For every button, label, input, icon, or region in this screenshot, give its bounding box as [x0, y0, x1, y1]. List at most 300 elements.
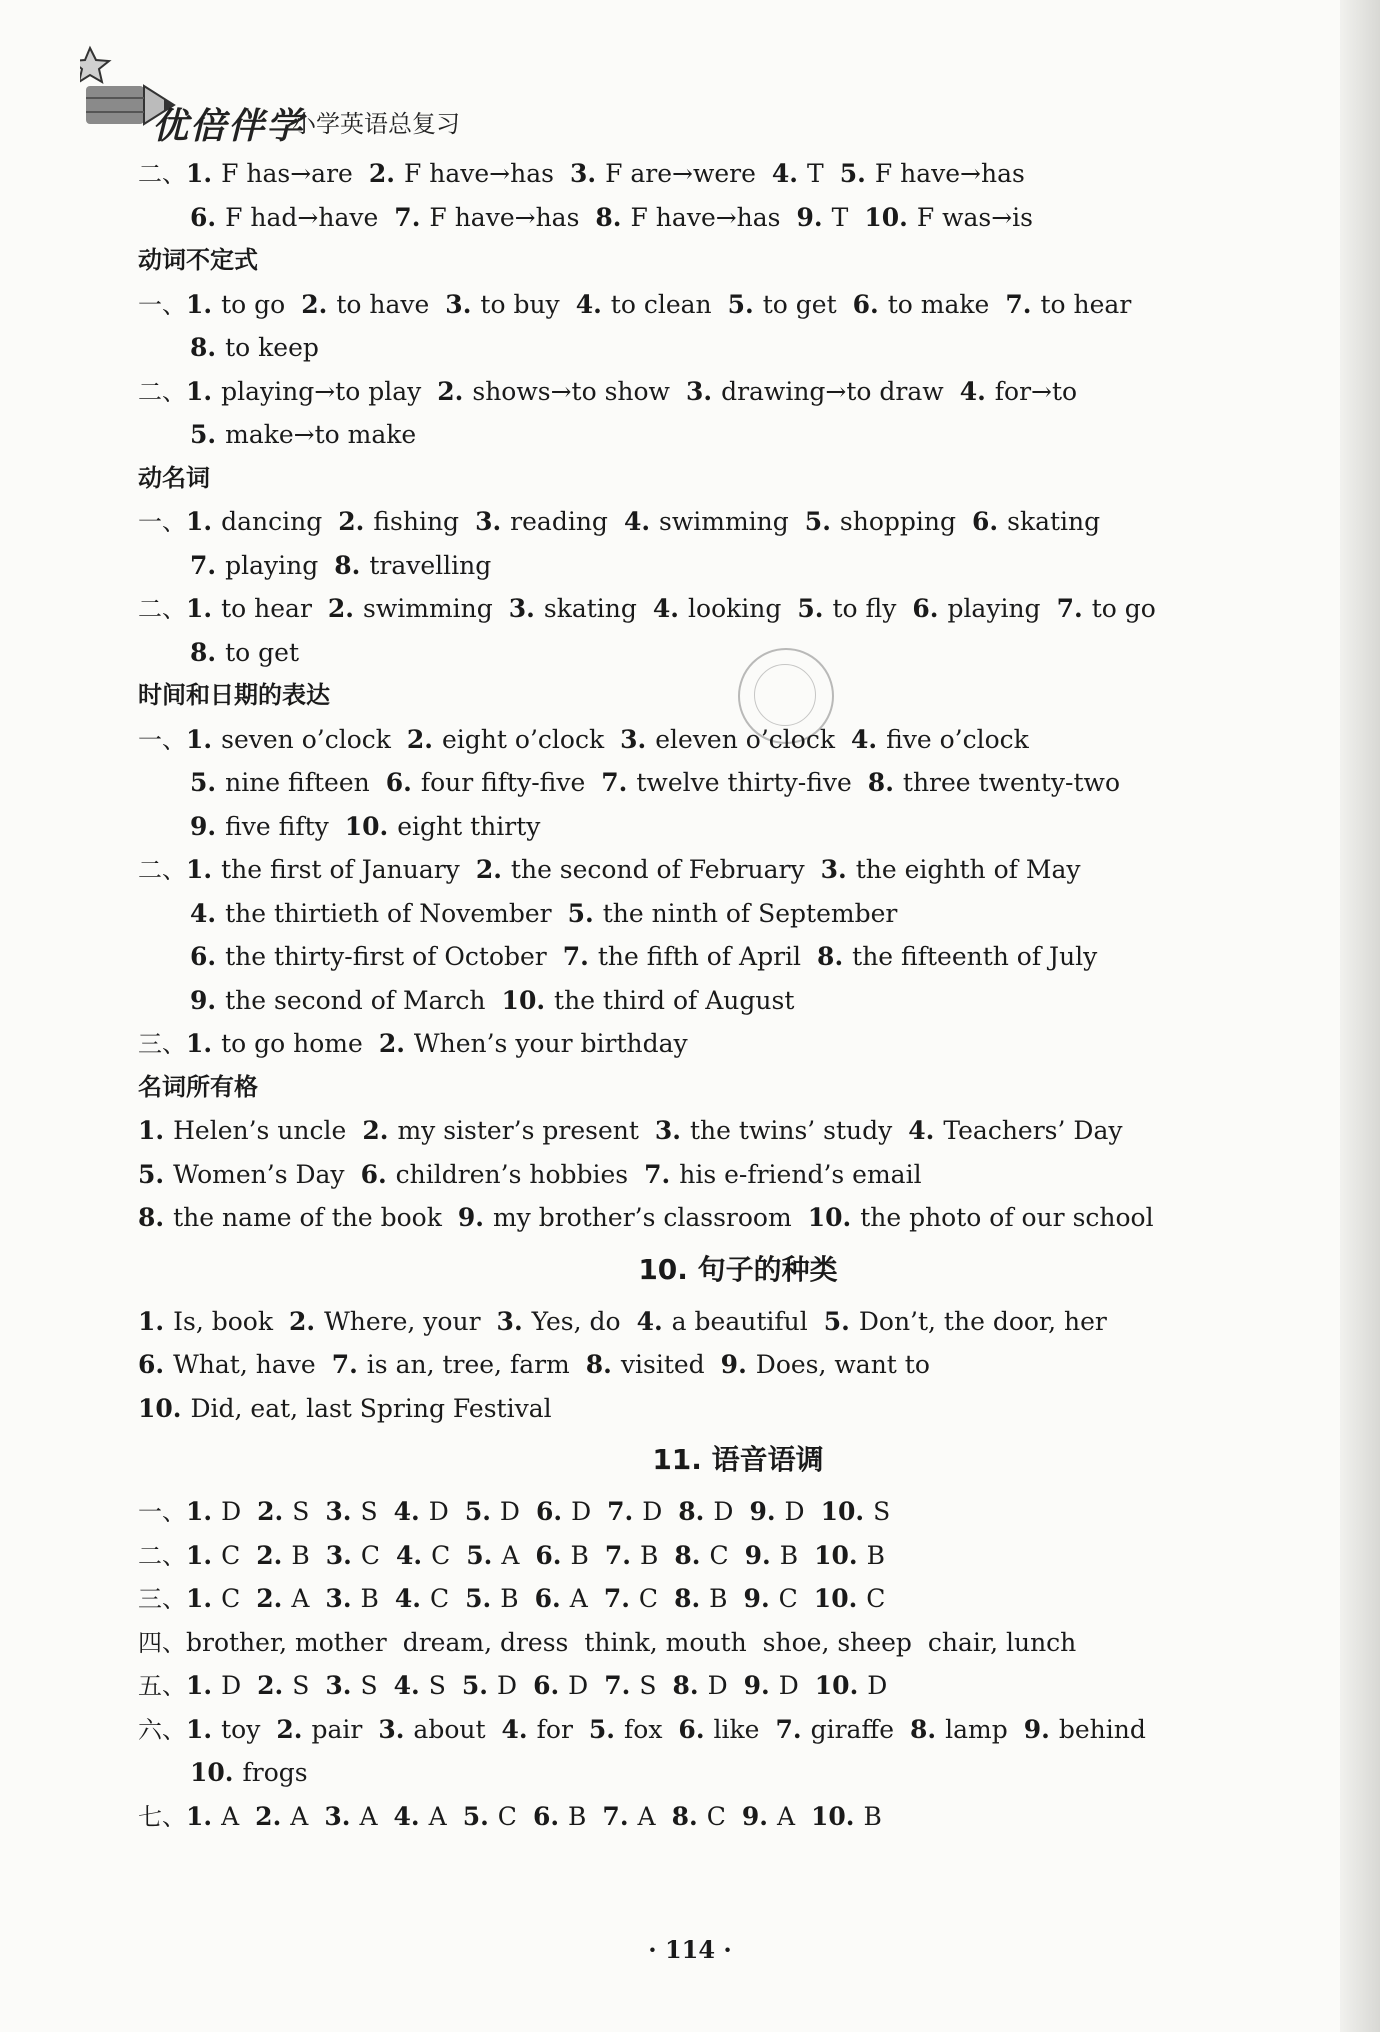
answer-text: B	[779, 1540, 799, 1570]
answer-line	[138, 544, 1338, 588]
answer-item	[533, 1802, 586, 1831]
answer-number: 4.	[501, 1714, 528, 1744]
answer-text: his e-friend’s email	[679, 1159, 922, 1189]
answer-item	[138, 1203, 442, 1232]
answer-item	[326, 1541, 380, 1570]
answer-line	[138, 718, 1338, 762]
answer-item	[821, 1497, 891, 1526]
answer-text: C	[431, 1540, 451, 1570]
answer-item	[328, 594, 493, 623]
answer-item	[815, 1671, 888, 1700]
answer-item	[908, 1116, 1122, 1145]
answer-number: 8.	[817, 942, 844, 971]
answer-text: B	[863, 1801, 882, 1831]
answer-number: 4.	[636, 1306, 663, 1336]
answer-item	[362, 1116, 639, 1145]
question-group-number: 二、	[138, 1541, 186, 1570]
answer-number: 6.	[533, 1671, 560, 1700]
answer-text: C	[706, 1801, 726, 1831]
answer-number: 10.	[813, 1584, 858, 1613]
answer-text: A	[776, 1801, 796, 1831]
answer-text: Yes, do	[531, 1306, 621, 1336]
answer-text: C	[360, 1540, 380, 1570]
answer-number: 9.	[743, 1584, 770, 1613]
answer-number: 6.	[532, 1801, 560, 1831]
answer-content	[138, 152, 1338, 1838]
answer-item	[589, 1715, 663, 1744]
answer-line	[138, 631, 1338, 675]
answer-item	[742, 1802, 795, 1831]
answer-item	[744, 1671, 799, 1700]
answer-item	[369, 159, 554, 188]
answer-text: a beautiful	[671, 1306, 808, 1336]
answer-item	[186, 1671, 241, 1700]
answer-number: 2.	[368, 159, 395, 188]
answer-number: 9.	[743, 1671, 770, 1700]
answer-text: C	[638, 1584, 659, 1613]
answer-text: B	[640, 1540, 659, 1570]
answer-number: 4.	[908, 1116, 935, 1145]
answer-number: 6.	[535, 1540, 562, 1570]
answer-item	[190, 812, 329, 841]
subsection-heading: 时间和日期的表达	[138, 681, 330, 709]
answer-text: D	[568, 1671, 589, 1700]
answer-item	[190, 986, 486, 1015]
answer-text: B	[568, 1801, 587, 1831]
answer-text: T	[807, 159, 824, 188]
answer-item	[851, 725, 1029, 754]
answer-text: four fifty-five	[420, 768, 586, 797]
answer-number: 4.	[959, 376, 986, 406]
answer-item	[190, 420, 416, 449]
answer-item	[186, 1802, 239, 1831]
answer-text: A	[569, 1584, 588, 1613]
answer-number: 9.	[190, 985, 217, 1015]
answer-item	[674, 1541, 728, 1570]
answer-number: 8.	[190, 333, 217, 362]
answer-number: 2.	[257, 1497, 284, 1526]
answer-text: B	[500, 1584, 519, 1613]
answer-text: A	[221, 1801, 240, 1831]
answer-item	[586, 1350, 705, 1379]
question-group-number: 一、	[138, 725, 186, 754]
answer-item	[821, 855, 1081, 884]
answer-line	[138, 1577, 1338, 1621]
answer-text: to go	[221, 289, 286, 319]
answer-text: Where, your	[324, 1306, 481, 1336]
answer-line	[138, 1343, 1338, 1387]
answer-item	[912, 594, 1040, 623]
answer-number: 6.	[912, 594, 939, 623]
answer-item	[570, 159, 756, 188]
answer-text: make→to make	[225, 420, 417, 449]
answer-item	[772, 159, 824, 188]
answer-item	[604, 1584, 658, 1613]
answer-item	[624, 507, 789, 536]
answer-text: C	[709, 1540, 729, 1570]
answer-text: A	[428, 1801, 447, 1831]
answer-text: Don’t, the door, her	[858, 1306, 1107, 1336]
answer-number: 6.	[678, 1714, 705, 1744]
answer-text: frogs	[242, 1758, 308, 1787]
answer-text: shows→to show	[472, 376, 670, 406]
answer-item	[186, 1715, 260, 1744]
question-group-number: 七、	[138, 1802, 186, 1831]
answer-item	[744, 1584, 798, 1613]
answer-text: D	[713, 1497, 734, 1526]
question-group-number: 一、	[138, 1498, 186, 1526]
question-group-number: 二、	[138, 856, 186, 884]
subsection-heading: 动名词	[138, 463, 210, 492]
answer-item	[334, 551, 491, 580]
answer-line	[138, 326, 1338, 370]
answer-text: C	[430, 1584, 450, 1613]
answer-number: 8.	[672, 1671, 699, 1700]
answer-item	[190, 551, 318, 580]
answer-text: toy	[221, 1714, 261, 1744]
answer-text: the second of March	[225, 985, 486, 1015]
answer-text: D	[707, 1671, 728, 1700]
answer-item	[1005, 290, 1131, 319]
answer-text: F have→has	[630, 202, 781, 232]
answer-number: 5.	[727, 289, 754, 319]
answer-text: like	[713, 1714, 760, 1744]
answer-text: to get	[762, 289, 837, 319]
answer-item	[637, 1307, 808, 1336]
answer-item	[864, 203, 1033, 232]
answer-number: 8.	[138, 1203, 165, 1232]
answer-number: 5.	[190, 420, 217, 449]
answer-number: 2.	[276, 1714, 303, 1744]
answer-text: brother, mother	[186, 1627, 387, 1657]
answer-item	[749, 1497, 804, 1526]
answer-item	[138, 1160, 345, 1189]
answer-text: F have→has	[403, 159, 554, 188]
answer-text: Women’s Day	[173, 1159, 345, 1189]
answer-item	[378, 1715, 485, 1744]
answer-number: 1.	[186, 507, 213, 536]
answer-line	[138, 1621, 1338, 1665]
answer-text: C	[221, 1584, 241, 1613]
answer-text: D	[499, 1497, 520, 1526]
answer-item	[138, 1307, 273, 1336]
answer-item	[728, 290, 837, 319]
answer-item	[605, 1541, 658, 1570]
answer-item	[928, 1628, 1076, 1657]
answer-number: 10.	[138, 1393, 182, 1423]
answer-item	[186, 594, 312, 623]
answer-item	[604, 1671, 656, 1700]
answer-item	[394, 1671, 446, 1700]
question-group-number: 一、	[138, 290, 186, 319]
answer-text: C	[866, 1584, 886, 1613]
answer-number: 1.	[138, 1306, 165, 1336]
answer-line	[138, 1490, 1338, 1534]
answer-number: 4.	[393, 1497, 420, 1526]
answer-text: shoe, sheep	[762, 1627, 912, 1657]
answer-number: 4.	[771, 159, 799, 188]
answer-item	[256, 1584, 309, 1613]
answer-item	[190, 203, 378, 232]
answer-number: 8.	[678, 1497, 705, 1526]
answer-item	[465, 1497, 520, 1526]
answer-item	[811, 1802, 882, 1831]
question-group-number: 三、	[138, 1585, 186, 1613]
answer-text: the first of January	[221, 855, 460, 884]
answer-number: 3.	[569, 159, 597, 188]
answer-number: 1.	[186, 1801, 213, 1831]
answer-number: 8.	[334, 550, 361, 580]
answer-item	[607, 1497, 662, 1526]
answer-item	[186, 1628, 387, 1657]
answer-item	[672, 1671, 727, 1700]
question-group-number: 四、	[138, 1628, 186, 1657]
answer-text: reading	[510, 507, 608, 536]
answer-number: 10.	[820, 1497, 865, 1526]
answer-item	[186, 855, 460, 884]
answer-number: 2.	[378, 1029, 405, 1058]
question-group-number: 六、	[138, 1715, 186, 1744]
answer-item	[394, 1497, 449, 1526]
answer-number: 3.	[508, 594, 535, 623]
answer-line	[138, 413, 1338, 457]
answer-text: lamp	[945, 1714, 1008, 1744]
answer-text: D	[784, 1497, 805, 1526]
answer-text: seven o’clock	[221, 724, 391, 754]
answer-line	[138, 1153, 1338, 1197]
answer-number: 1.	[186, 1584, 213, 1613]
answer-number: 2.	[338, 507, 365, 536]
answer-item	[186, 290, 285, 319]
answer-text: C	[778, 1584, 798, 1613]
answer-item	[186, 159, 353, 188]
answer-text: children’s hobbies	[395, 1159, 629, 1189]
answer-number: 1.	[138, 1116, 165, 1145]
answer-text: is an, tree, farm	[366, 1350, 570, 1379]
answer-item	[395, 1584, 449, 1613]
answer-number: 6.	[852, 289, 879, 319]
answer-number: 8.	[867, 768, 894, 797]
answer-text: Teachers’ Day	[943, 1116, 1123, 1145]
answer-item	[276, 1715, 362, 1744]
answer-item	[644, 1160, 921, 1189]
answer-number: 3.	[654, 1116, 682, 1145]
brand-subtitle: 小学英语总复习	[292, 110, 460, 138]
answer-item	[653, 594, 781, 623]
answer-item	[190, 638, 299, 667]
answer-number: 3.	[685, 376, 713, 406]
answer-item	[332, 1350, 570, 1379]
answer-text: dream, dress	[402, 1627, 569, 1657]
answer-number: 6.	[360, 1159, 387, 1189]
answer-text: to go home	[221, 1029, 363, 1058]
answer-number: 2.	[327, 594, 355, 623]
answer-item	[361, 1160, 629, 1189]
answer-number: 5.	[804, 507, 831, 536]
answer-number: 5.	[588, 1714, 616, 1744]
answer-item	[808, 1203, 1154, 1232]
answer-item	[407, 725, 604, 754]
answer-item	[672, 1802, 726, 1831]
answer-item	[465, 1584, 518, 1613]
answer-number: 1.	[186, 724, 213, 754]
answer-line	[138, 1751, 1338, 1795]
answer-item	[686, 377, 944, 406]
answer-item	[814, 1584, 886, 1613]
answer-number: 7.	[604, 1540, 631, 1570]
answer-text: Helen’s uncle	[173, 1116, 347, 1145]
answer-line	[138, 805, 1338, 849]
answer-number: 1.	[186, 855, 213, 884]
answer-item	[186, 507, 322, 536]
answer-text: D	[221, 1497, 242, 1526]
answer-number: 9.	[457, 1203, 484, 1232]
answer-text: D	[428, 1497, 449, 1526]
answer-number: 1.	[186, 1671, 213, 1700]
answer-number: 5.	[138, 1159, 165, 1189]
answer-line	[138, 1708, 1338, 1752]
answer-number: 5.	[461, 1671, 489, 1700]
answer-text: F have→has	[874, 159, 1025, 188]
answer-text: to get	[225, 637, 299, 667]
answer-item	[601, 768, 852, 797]
answer-text: F had→have	[225, 202, 379, 232]
answer-item	[563, 942, 801, 971]
answer-number: 10.	[864, 202, 908, 232]
answer-text: fox	[624, 1714, 663, 1744]
answer-number: 7.	[1005, 289, 1032, 319]
answer-text: for→to	[994, 376, 1078, 406]
answer-text: to fly	[832, 594, 897, 623]
answer-text: think, mouth	[584, 1627, 747, 1657]
answer-text: F are→were	[605, 159, 756, 188]
answer-text: F have→has	[429, 202, 580, 232]
answer-text: to go	[1091, 594, 1156, 623]
answer-line	[138, 1664, 1338, 1708]
answer-line	[138, 1109, 1338, 1153]
answer-text: giraffe	[810, 1714, 894, 1744]
answer-item	[256, 1541, 309, 1570]
answer-number: 3.	[496, 1306, 523, 1336]
answer-line	[138, 892, 1338, 936]
answer-number: 7.	[394, 202, 421, 232]
answer-number: 5.	[839, 159, 866, 188]
answer-item	[535, 1584, 588, 1613]
answer-number: 10.	[814, 1540, 858, 1570]
answer-number: 7.	[562, 942, 589, 971]
answer-text: S	[360, 1671, 378, 1700]
answer-text: fishing	[373, 507, 460, 536]
answer-number: 2.	[437, 376, 464, 406]
answer-item	[325, 1497, 377, 1526]
question-group-number: 二、	[138, 377, 186, 406]
answer-line	[138, 1795, 1338, 1839]
answer-number: 7.	[331, 1350, 358, 1379]
answer-number: 3.	[325, 1671, 352, 1700]
answer-item	[190, 942, 547, 971]
answer-number: 2.	[257, 1671, 284, 1700]
answer-text: to hear	[1040, 289, 1132, 319]
answer-number: 7.	[602, 1801, 629, 1831]
answer-item	[745, 1541, 798, 1570]
answer-number: 2.	[301, 289, 328, 319]
answer-item	[840, 159, 1025, 188]
answer-text: the name of the book	[173, 1203, 442, 1232]
answer-number: 5.	[567, 898, 594, 928]
answer-item	[186, 1497, 241, 1526]
answer-number: 4.	[623, 507, 651, 536]
answer-item	[502, 1715, 573, 1744]
answer-text: pair	[311, 1714, 363, 1744]
answer-text: about	[413, 1714, 486, 1744]
answer-text: S	[873, 1497, 891, 1526]
subsection-heading: 名词所有格	[138, 1072, 258, 1101]
answer-number: 10.	[344, 811, 389, 841]
answer-line	[138, 1022, 1338, 1066]
answer-number: 4.	[575, 289, 602, 319]
section-title: 10. 句子的种类	[638, 1252, 838, 1286]
answer-item	[674, 1584, 727, 1613]
answer-text: the twins’ study	[690, 1116, 893, 1145]
subsection-heading: 动词不定式	[138, 246, 258, 274]
answer-item	[257, 1497, 309, 1526]
answer-number: 7.	[604, 1671, 631, 1700]
answer-text: to make	[887, 289, 990, 319]
answer-item	[386, 768, 586, 797]
answer-item	[186, 1584, 240, 1613]
answer-item	[620, 725, 835, 754]
answer-text: B	[570, 1540, 589, 1570]
answer-item	[568, 899, 898, 928]
answer-item	[805, 507, 956, 536]
answer-item	[445, 290, 559, 319]
answer-item	[394, 1802, 447, 1831]
answer-item	[775, 1715, 894, 1744]
answer-text: Did, eat, last Spring Festival	[190, 1393, 552, 1423]
answer-text: swimming	[363, 594, 493, 623]
answer-number: 8.	[910, 1714, 937, 1744]
answer-line	[138, 283, 1338, 327]
answer-number: 2.	[288, 1306, 316, 1336]
answer-item	[138, 1116, 346, 1145]
answer-number: 5.	[797, 594, 824, 623]
answer-number: 6.	[190, 942, 217, 971]
answer-text: B	[291, 1540, 310, 1570]
answer-line	[138, 1387, 1338, 1431]
answer-line	[138, 935, 1338, 979]
answer-text: to hear	[221, 594, 312, 623]
answer-item	[186, 725, 391, 754]
answer-item	[721, 1350, 930, 1379]
answer-item	[853, 290, 990, 319]
answer-number: 9.	[796, 202, 823, 232]
answer-text: D	[867, 1671, 888, 1700]
answer-text: A	[501, 1540, 520, 1570]
answer-number: 3.	[620, 724, 647, 754]
answer-number: 8.	[674, 1540, 701, 1570]
answer-text: B	[866, 1540, 885, 1570]
answer-text: D	[497, 1671, 518, 1700]
answer-text: eleven o’clock	[655, 724, 835, 754]
answer-number: 4.	[652, 594, 680, 623]
answer-item	[535, 1541, 588, 1570]
answer-number: 2.	[255, 1801, 282, 1831]
answer-text: behind	[1058, 1714, 1146, 1744]
answer-item	[289, 1307, 481, 1336]
answer-number: 4.	[394, 1584, 422, 1613]
answer-item	[972, 507, 1100, 536]
question-group-number: 三、	[138, 1030, 186, 1058]
